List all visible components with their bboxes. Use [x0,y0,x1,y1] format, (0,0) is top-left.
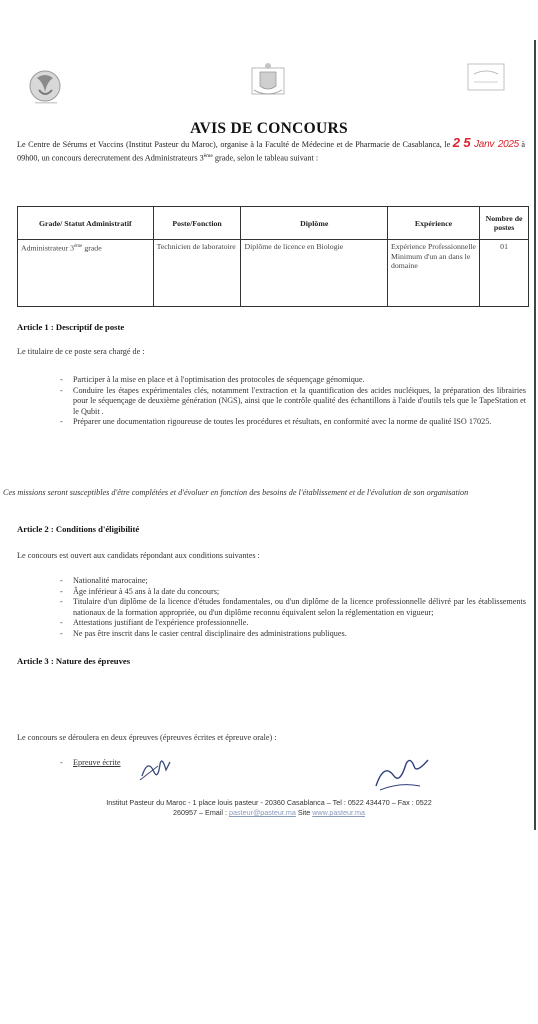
list-item: - Participer à la mise en place et à l'optimisation des protocoles de séquençage génomique. [60,375,526,386]
cell-grade-text: Administrateur 3 [21,243,75,253]
cell-grade [18,240,154,307]
article3-list [60,758,526,769]
list-item: - Âge inférieur à 45 ans à la date du concours; [60,587,526,598]
footer-line1: Institut Pasteur du Maroc - 1 place louis pasteur - 20360 Casablanca – Tel : 0522 434470 – Fax : 0522 [106,798,432,807]
article1-note: Ces missions seront susceptibles d'être complétées et d'évoluer en fonction des besoins de l'établissement et de l'évolution de son organisation [3,488,469,497]
article1-list [60,375,526,428]
initials-signature [138,754,174,784]
institut-pasteur-logo [25,68,71,108]
list-item: - Préparer une documentation rigoureuse de toutes les procédures et résultats, en conformité avec la norme de qualité ISO 17025. [60,417,526,428]
header-grade: Grade/ Statut Administratif [18,207,154,240]
cell-grade-suffix: grade [84,243,102,253]
positions-table [17,206,529,307]
list-item: - Attestations justifiant de l'expérience professionnelle. [60,618,526,629]
page-title: AVIS DE CONCOURS [190,120,348,137]
intro-text-part1: Le Centre de Sérums et Vaccins (Institut Pasteur du Maroc), organise à la Faculté de Médecine et de Pharmacie de Casablanca, le [17,140,451,149]
cell-grade-sup: ème [74,244,83,249]
list-item: - Epreuve écrite [60,758,526,769]
article1-lead: Le titulaire de ce poste sera chargé de : [17,347,145,356]
footer-site-label: Site [297,808,311,817]
scan-edge-line [534,40,536,830]
date-stamp [453,135,519,150]
article2-list [60,576,526,640]
footer-email-link[interactable]: pasteur@pasteur.ma [229,808,296,817]
footer-line2-prefix: 260957 – Email : [173,808,227,817]
header-experience: Expérience [387,207,479,240]
intro-text-part3: grade, selon le tableau suivant : [214,153,319,163]
article1-title: Article 1 : Descriptif de poste [17,322,125,332]
header-nombre: Nombre de postes [480,207,529,240]
list-item: - Conduire les étapes expérimentales clés, notamment l'extraction et la quantification des acides nucléiques, la préparation des librairies pour le séquençage de deuxième génération (NGS), ainsi que le contrôle qualité des échantillons à l'aide d'outils tels que le TapeStation et le Qubit . [60,386,526,418]
article2-title: Article 2 : Conditions d'éligibilité [17,524,140,534]
stamp-year: 2025 [497,139,519,150]
header-diplome: Diplôme [241,207,387,240]
article3-lead: Le concours se déroulera en deux épreuves (épreuves écrites et épreuve orale) : [17,733,277,742]
coat-of-arms-emblem [248,60,288,100]
stamp-month: Janv [474,139,495,150]
footer-site-link[interactable]: www.pasteur.ma [312,808,365,817]
right-header-mark [466,60,506,94]
cell-poste: Technicien de laboratoire [153,240,241,307]
header-poste: Poste/Fonction [153,207,241,240]
intro-text-part2: à 09h00, un concours derecrutement des Administrateurs 3 [17,140,525,163]
cell-experience: Expérience Professionnelle Minimum d'un an dans le domaine [387,240,479,307]
table-row [18,240,529,307]
article3-title: Article 3 : Nature des épreuves [17,656,131,666]
stamp-day: 2 5 [452,135,471,150]
list-item: - Ne pas être inscrit dans le casier central disciplinaire des administrations publiques. [60,629,526,640]
intro-sup: ème [203,152,213,159]
cell-diplome: Diplôme de licence en Biologie [241,240,387,307]
signature [370,752,440,794]
article2-lead: Le concours est ouvert aux candidats répondant aux conditions suivantes : [17,551,260,560]
table-header-row [18,207,529,240]
footer-line2 [0,808,538,818]
cell-nombre: 01 [480,240,529,307]
intro-paragraph [17,135,525,164]
list-item: - Nationalité marocaine; [60,576,526,587]
footer [0,798,538,818]
list-item: - Titulaire d'un diplôme de la licence d'études fondamentales, ou d'un diplôme de la licence professionnelle délivré par les établissements nationaux de la formation appropriée, ou d'un diplôme reconnu équivalent selon la réglementation en vigueur; [60,597,526,618]
